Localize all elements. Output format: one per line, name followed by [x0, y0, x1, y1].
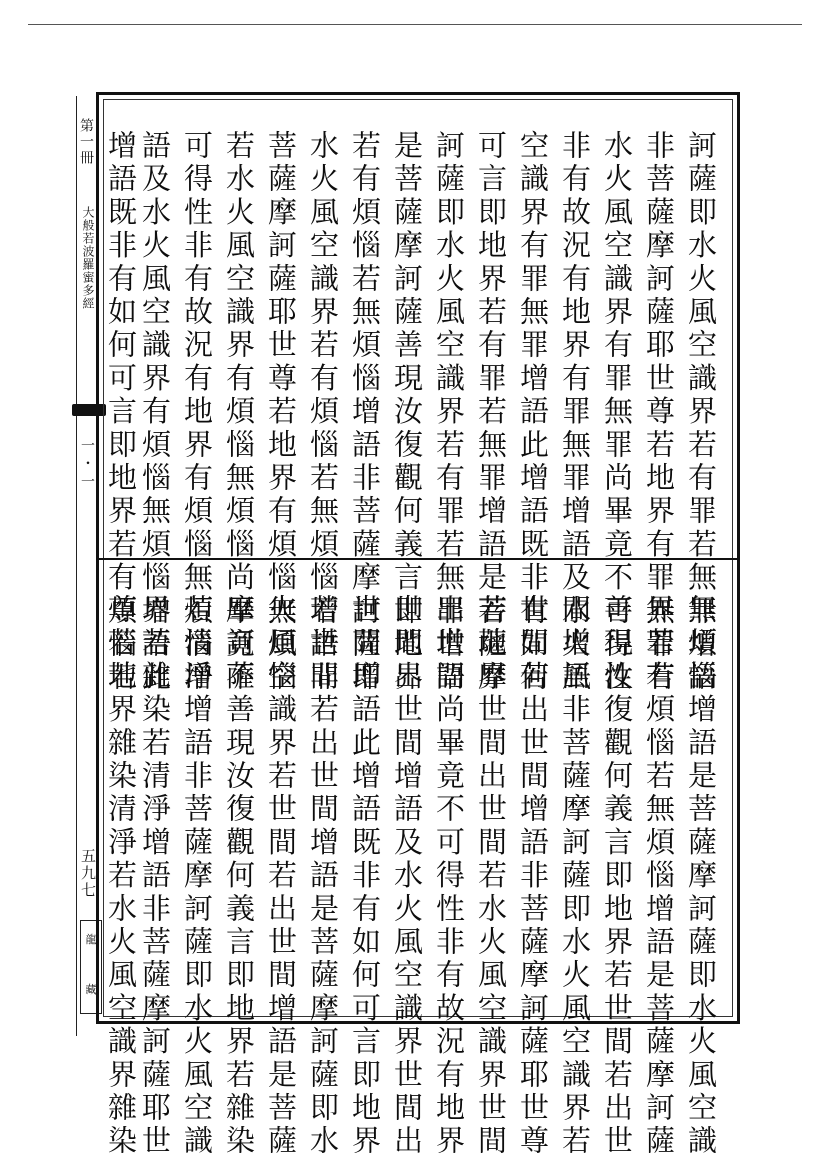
text-column: 空識界有罪無罪增語此增語既非有如何: [516, 130, 550, 695]
text-column: 火風空識界若世間若出世間增語是菩薩: [264, 594, 298, 1159]
text-column: 無煩惱增語是菩薩摩訶薩即水火風空識: [684, 594, 718, 1159]
text-column: 訶薩即水火風空識界若有罪若無罪增語: [684, 130, 718, 695]
text-column: 摩訶薩善現汝復觀何義言即地界若雜染: [222, 594, 256, 1159]
text-column: 出世間尚畢竟不可得性非有故況有地界: [432, 594, 466, 1159]
seal-char-2: 藏: [85, 983, 97, 996]
text-column: 可言即地界若有罪若無罪增語是菩薩摩: [474, 130, 508, 695]
text-column: 語及水火風空識界有煩惱無煩惱增語此: [138, 130, 172, 695]
text-column: 世間出世間增語及水火風空識界世間出: [390, 594, 424, 1159]
leaf-number: 一・一: [79, 438, 95, 492]
text-column: 尊若地界雜染清淨若水火風空識界雜染: [104, 594, 138, 1159]
text-column: 善現汝復觀何義言即地界若世間若出世: [600, 594, 634, 1159]
text-column: 若清淨增語非菩薩摩訶薩即水火風空識: [180, 594, 214, 1159]
text-column: 訶薩即水火風空識界若有罪若無罪增語: [432, 130, 466, 695]
text-column: 世間若出世間增語非菩薩摩訶薩耶世尊: [516, 594, 550, 1159]
text-column: 增語既非有如何可言即地界若有煩惱若: [104, 130, 138, 695]
text-column: 非菩薩摩訶薩耶世尊若地界有罪無罪若: [642, 130, 676, 695]
text-column: 間增語非菩薩摩訶薩即水火風空識界若: [558, 594, 592, 1159]
text-column: 若有煩惱若無煩惱增語非菩薩摩訶薩即: [348, 130, 382, 695]
text-column: 若地界世間出世間若水火風空識界世間: [474, 594, 508, 1159]
text-column: 是菩薩摩訶薩善現汝復觀何義言即地界: [390, 130, 424, 695]
text-column: 世間增語此增語既非有如何可言即地界: [348, 594, 382, 1159]
text-column: 若水火風空識界有煩惱無煩惱尚畢竟不: [222, 130, 256, 695]
top-rule: [28, 24, 802, 25]
text-column: 菩薩摩訶薩耶世尊若地界有煩惱無煩惱: [264, 130, 298, 695]
sutra-title: 大般若波羅蜜多經: [81, 206, 95, 310]
text-column: 水火風空識界若有煩惱若無煩惱增語非: [306, 130, 340, 695]
text-column: 若世間若出世間增語是菩薩摩訶薩即水: [306, 594, 340, 1159]
seal-char-1: 龍: [85, 933, 97, 946]
text-column: 水火風空識界有罪無罪尚畢竟不可得性: [600, 130, 634, 695]
volume-label: 第一冊: [78, 118, 94, 166]
text-column: 非有故況有地界有罪無罪增語及水火風: [558, 130, 592, 695]
margin-rule: [76, 96, 77, 1036]
text-column: 可得性非有故況有地界有煩惱無煩惱增: [180, 130, 214, 695]
text-column: 界若雜染若清淨增語非菩薩摩訶薩耶世: [138, 594, 172, 1159]
text-column: 界若有煩惱若無煩惱增語是菩薩摩訶薩: [642, 594, 676, 1159]
page-number: 五九七: [79, 848, 97, 899]
